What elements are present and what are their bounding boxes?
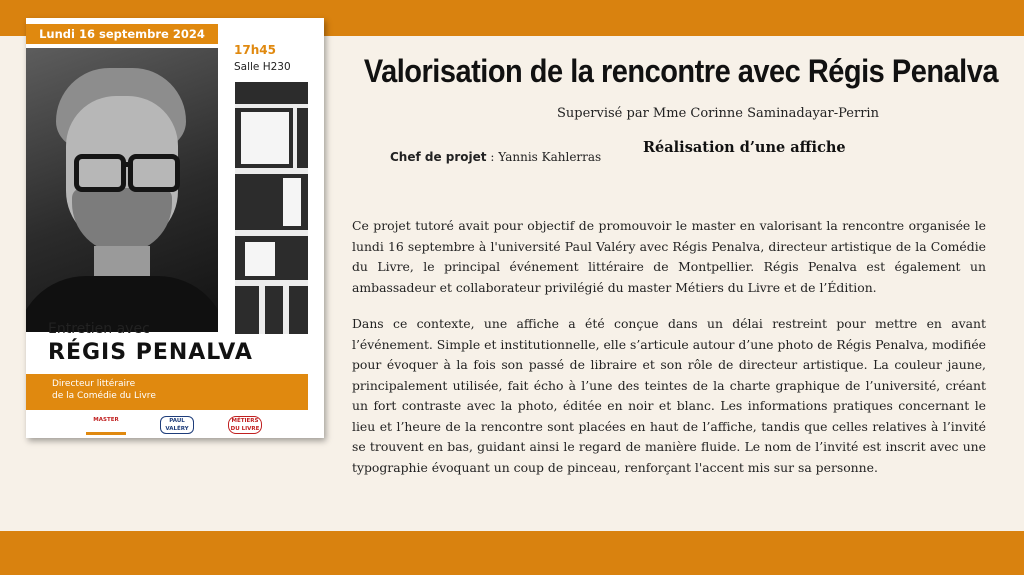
poster-entretien: Entretien avec [48,321,150,337]
photo-beard [72,188,172,253]
realisation-subtitle: Réalisation d’une affiche [643,139,846,156]
book-dark [297,108,308,168]
book-dark [235,82,308,104]
poster-guest-name: RÉGIS PENALVA [48,340,253,365]
portrait-photo [26,48,218,332]
event-poster [26,18,324,438]
book-dark [235,286,259,334]
project-lead [390,150,601,164]
page-title: Valorisation de la rencontre avec Régis Penalva [363,54,998,90]
poster-time: 17h45 [234,43,276,57]
photo-glasses-left [74,154,126,192]
metiers-livre-logo: MÉTIERS DU LIVRE [228,416,262,434]
photo-glasses-bridge [121,162,131,167]
photo-glasses-right [128,154,180,192]
project-lead-name: Yannis Kahlerras [498,150,602,164]
book-light [283,178,301,226]
book-dark [289,286,308,334]
description-paragraph-1: Ce projet tutoré avait pour objectif de promouvoir le master en valorisant la rencontre organisée le lundi 16 septembre à l'université Paul Valéry avec Régis Penalva, directeur artistique de la Comédie du Livre, le principal événement littéraire de Montpellier. Régis Penalva est également un ambassadeur et collaborateur privilégié du master Métiers du Livre et de l’Édition. [352,218,986,295]
bottom-band [0,531,1024,575]
project-lead-separator: : [486,150,499,164]
book-light [241,112,289,164]
poster-role-line1: Directeur littéraire [52,379,136,389]
poster-room: Salle H230 [234,61,291,73]
book-dark [265,286,283,334]
description-paragraph-2: Dans ce contexte, une affiche a été conçue dans un délai restreint pour mettre en avant l’événement. Simple et institutionnelle, elle s’articule autour d’une photo de Régis Penalva, modifiée pour évoquer à la fois son passé de libraire et son rôle de directeur artistique. La couleur jaune, principalement utilisée, fait écho à l’une des teintes de la charte graphique de l’université, créant un fort contraste avec la photo, éditée en noir et blanc. Les informations pratiques concernant le lieu et l’heure de la rencontre sont placées en haut de l’affiche, tandis que celles relatives à l’invité se trouvent en bas, guidant ainsi le regard de manière fluide. Le nom de l’invité est inscrit avec une typographie évoquant un coup de pinceau, renforçant l'accent mis sur sa personne. [352,316,986,475]
book-light [245,242,275,276]
poster-role-line2: de la Comédie du Livre [52,391,156,401]
paul-valery-logo: PAUL VALÉRY [160,416,194,434]
bookshelf-graphic [235,82,308,334]
supervisor-line: Supervisé par Mme Corinne Saminadayar-Perrin [557,106,879,121]
poster-date: Lundi 16 septembre 2024 [26,24,218,44]
master-logo: MASTER [86,416,126,435]
project-lead-label: Chef de projet [390,150,487,164]
